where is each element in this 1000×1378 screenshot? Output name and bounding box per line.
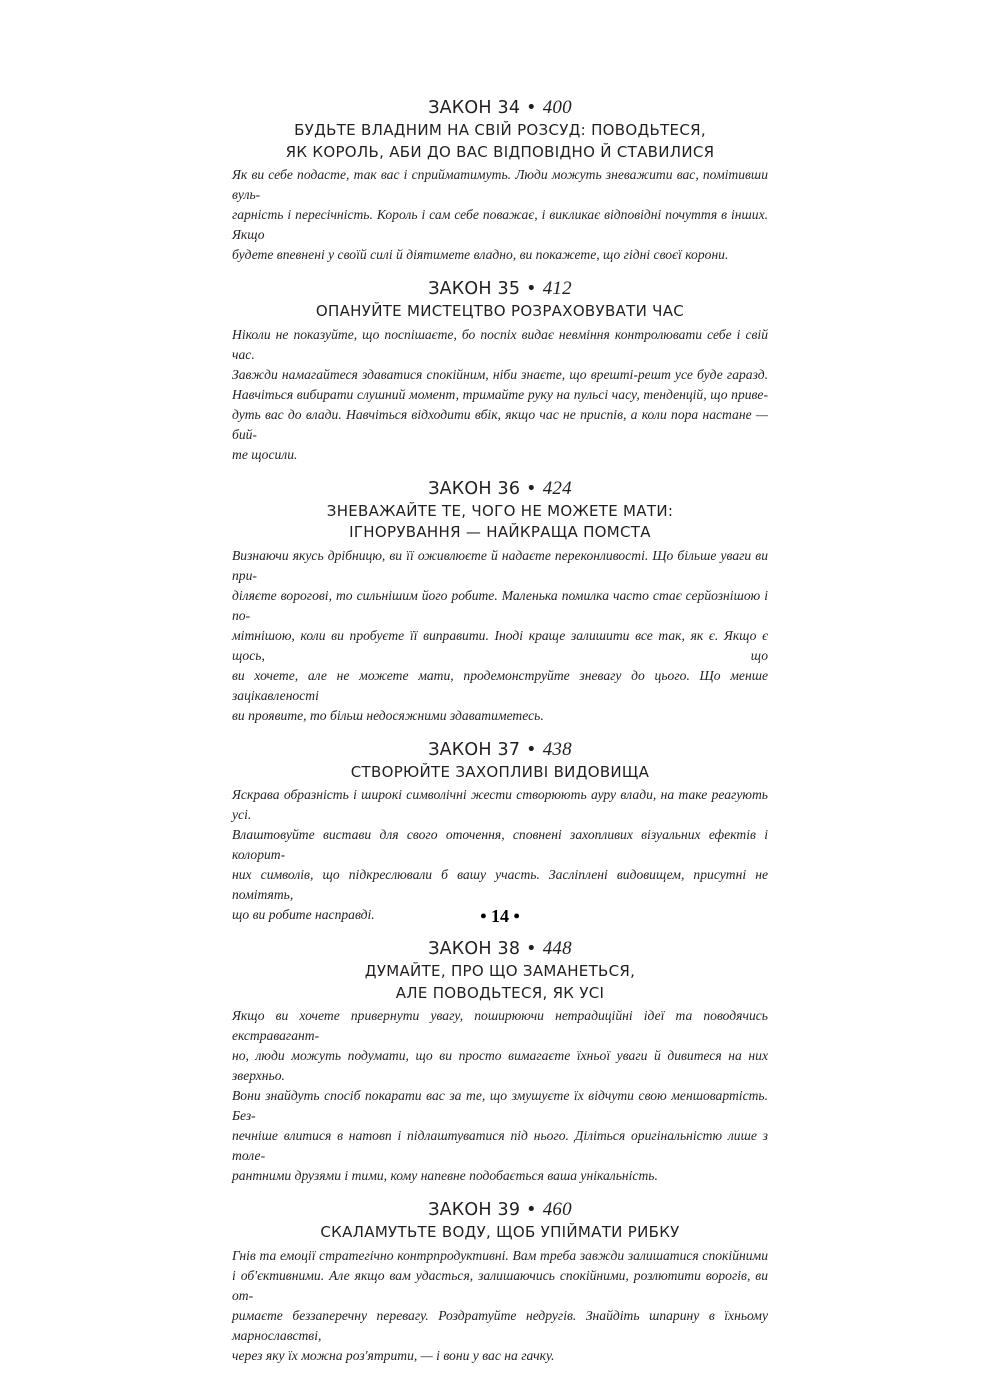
law-description xyxy=(232,1246,768,1366)
page-content xyxy=(232,96,768,1378)
law-description-line: Вони знайдуть спосіб покарати вас за те, що змушуєте їх відчути свою меншовартість. Без- xyxy=(232,1088,768,1123)
law-description-line: те щосили. xyxy=(232,446,298,462)
law-page-reference: 438 xyxy=(542,738,572,760)
law-heading xyxy=(232,96,768,120)
law-title-line: СТВОРЮЙТЕ ЗАХОПЛИВІ ВИДОВИЩА xyxy=(350,762,650,781)
law-title-line: ЯК КОРОЛЬ, АБИ ДО ВАС ВІДПОВІДНО Й СТАВИЛИСЯ xyxy=(285,142,715,161)
page-number: • 14 • xyxy=(480,906,520,926)
law-description-line: і об'єктивними. Але якщо вам удасться, залишаючись спокійними, розлютити ворогів, ви от- xyxy=(232,1267,768,1303)
law-title-line: АЛЕ ПОВОДЬТЕСЯ, ЯК УСІ xyxy=(395,983,605,1002)
law-heading xyxy=(232,738,768,762)
law-description xyxy=(232,1006,768,1186)
law-heading xyxy=(232,1198,768,1222)
law-number: ЗАКОН 38 xyxy=(428,939,521,959)
law-heading xyxy=(232,277,768,301)
law-section xyxy=(232,937,768,1186)
law-description-line: рантними друзями і тими, кому напевне подобається ваша унікальність. xyxy=(232,1168,658,1183)
law-section xyxy=(232,1198,768,1366)
law-number: ЗАКОН 39 xyxy=(428,1200,521,1220)
law-number: ЗАКОН 36 xyxy=(428,478,521,499)
law-description-line: Гнів та емоції стратегічно контрпродуктивні. Вам треба завжди залишатися спокійними xyxy=(232,1247,768,1263)
law-description-line: ви проявите, то більш недосяжними здаватиметесь. xyxy=(232,707,544,723)
law-number: ЗАКОН 34 xyxy=(428,98,521,118)
law-description-line: мітнішою, коли ви пробуєте її виправити. Іноді краще залишити все так, як є. Якщо є щось, що xyxy=(232,627,768,663)
law-heading xyxy=(232,937,768,961)
law-description-line: дуть вас до влади. Навчіться відходити вбік, якщо час не приспів, а коли пора настане — бий- xyxy=(232,406,768,442)
bullet-separator-icon: • xyxy=(526,279,537,299)
law-title-line: ДУМАЙТЕ, ПРО ЩО ЗАМАНЕТЬСЯ, xyxy=(364,962,636,980)
law-description xyxy=(232,546,768,726)
law-description-line: через яку їх можна роз'ятрити, — і вони у вас на гачку. xyxy=(232,1347,555,1363)
bullet-separator-icon: • xyxy=(526,478,537,499)
law-page-reference: 412 xyxy=(542,278,572,299)
law-description-line: Влаштовуйте вистави для свого оточення, сповнені захопливих візуальних ефектів і колорит- xyxy=(232,827,768,862)
law-description xyxy=(232,785,768,925)
law-section xyxy=(232,277,768,465)
law-title-line: СКАЛАМУТЬТЕ ВОДУ, ЩОБ УПІЙМАТИ РИБКУ xyxy=(320,1223,680,1241)
law-description-line: Визнаючи якусь дрібницю, ви її оживлюєте й надаєте переконливості. Що більше уваги ви при- xyxy=(232,547,768,583)
law-title-line: ЗНЕВАЖАЙТЕ ТЕ, ЧОГО НЕ МОЖЕТЕ МАТИ: xyxy=(326,501,674,520)
law-title-line: ОПАНУЙТЕ МИСТЕЦТВО РОЗРАХОВУВАТИ ЧАС xyxy=(315,302,685,320)
law-description-line: Якщо ви хочете привернути увагу, поширюючи нетрадиційні ідеї та поводячись екстравагант- xyxy=(232,1008,768,1043)
bullet-separator-icon: • xyxy=(526,1200,537,1220)
law-number: ЗАКОН 35 xyxy=(428,279,521,299)
law-description-line: них символів, що підкреслювали б вашу участь. Засліплені видовищем, присутні не помітять, xyxy=(232,867,768,902)
law-description-line: ви хочете, але не можете мати, продемонструйте зневагу до цього. Що менше зацікавленості xyxy=(232,667,768,703)
law-title-line: БУДЬТЕ ВЛАДНИМ НА СВІЙ РОЗСУД: ПОВОДЬТЕСЯ, xyxy=(294,121,706,139)
law-description-line: Навчіться вибирати слушний момент, тримайте руку на пульсі часу, тенденцій, що приве- xyxy=(232,386,768,402)
law-description-line: Яскрава образність і широкі символічні жести створюють ауру влади, на таке реагують усі. xyxy=(232,787,768,822)
law-page-reference: 448 xyxy=(542,938,572,959)
law-page-reference: 460 xyxy=(542,1199,572,1220)
law-section xyxy=(232,477,768,726)
law-heading xyxy=(232,477,768,501)
bullet-separator-icon: • xyxy=(526,98,537,118)
law-description xyxy=(232,325,768,465)
bullet-separator-icon: • xyxy=(526,939,537,959)
law-description-line: діляєте ворогові, то сильнішим його робите. Маленька помилка часто стає серйознішою і по- xyxy=(232,587,768,623)
law-page-reference: 400 xyxy=(542,97,572,118)
law-section xyxy=(232,96,768,265)
law-section xyxy=(232,738,768,926)
law-description xyxy=(232,165,768,265)
law-page-reference: 424 xyxy=(542,477,572,499)
law-description-line: Як ви себе подасте, так вас і сприйматимуть. Люди можуть зневажити вас, помітивши вуль- xyxy=(232,167,768,202)
law-description-line: но, люди можуть подумати, що ви просто вимагаєте їхньої уваги й дивитеся на них зверхньо. xyxy=(232,1048,768,1083)
bullet-separator-icon: • xyxy=(526,739,537,760)
law-description-line: будете впевнені у своїй силі й діятимете владно, ви покажете, що гідні своєї корони. xyxy=(232,247,729,262)
law-title-line: ІГНОРУВАННЯ — НАЙКРАЩА ПОМСТА xyxy=(349,523,651,541)
law-number: ЗАКОН 37 xyxy=(428,739,521,760)
law-description-line: Ніколи не показуйте, що поспішаєте, бо поспіх видає невміння контролювати себе і свій час. xyxy=(232,326,768,362)
law-description-line: римаєте беззаперечну перевагу. Роздратуйте недругів. Знайдіть шпарину в їхньому марнославстві, xyxy=(232,1307,768,1343)
law-description-line: печніше влитися в натовп і підлаштуватися під нього. Діліться оригінальністю лише з толе- xyxy=(232,1128,768,1163)
law-description-line: гарність і пересічність. Король і сам себе поважає, і викликає відповідні почуття в інших. Якщо xyxy=(232,207,768,242)
law-description-line: Завжди намагайтеся здаватися спокійним, ніби знаєте, що врешті-решт усе буде гаразд. xyxy=(232,366,768,382)
law-description-line: що ви робите насправді. xyxy=(232,907,375,922)
